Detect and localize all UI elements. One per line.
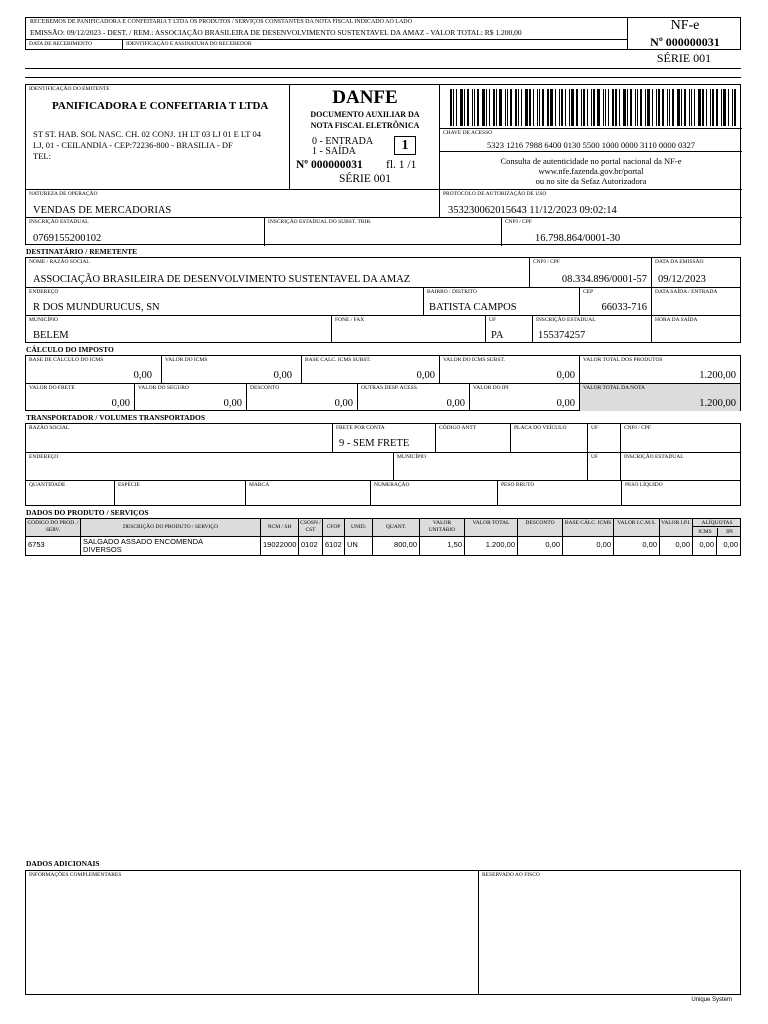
danfe-subtitle-1: DOCUMENTO AUXILIAR DA (310, 110, 420, 119)
access-key-label: CHAVE DE ACESSO (443, 130, 493, 136)
barcode-bar (658, 89, 660, 126)
barcode-bar (533, 89, 534, 126)
barcode-bar (635, 89, 636, 126)
item-cfop: 6102 (322, 537, 344, 555)
barcode-bar (630, 89, 632, 126)
products-table-header (26, 519, 740, 537)
freight-label: VALOR DO FRETE (29, 385, 75, 391)
emitter-address-line2: LJ, 01 - CEILANDIA - CEP:72236-800 - BRASILIA - DF (33, 140, 233, 150)
discount-field (246, 384, 357, 411)
recipient-city-field (26, 316, 331, 343)
consult-url[interactable]: www.nfe.fazenda.gov.br/portal (538, 166, 644, 176)
recipient-uf-label: UF (489, 317, 497, 323)
consult-text-1: Consulta de autenticidade no portal nacional da NF-e (500, 156, 682, 166)
operation-nature-value: VENDAS DE MERCADORIAS (33, 205, 172, 216)
barcode-bar (684, 89, 686, 126)
header-discount: DESCONTO (517, 519, 562, 537)
item-description-line1: SALGADO ASSADO ENCOMENDA (83, 537, 204, 546)
header-csosn: CSOSN / CST (298, 519, 322, 537)
recipient-district-field (423, 288, 579, 316)
emitter-phone: TEL: (33, 151, 51, 161)
carrier-ie-field (620, 453, 740, 481)
danfe-number: Nº 000000031 (296, 159, 363, 171)
barcode-bar (559, 89, 560, 126)
barcode-bar (460, 89, 463, 126)
barcode-bar (542, 89, 544, 126)
issue-date-label: DATA DA EMISSÃO (655, 259, 704, 265)
barcode-bar (464, 89, 465, 126)
ipi-value-label: VALOR DO IPI (473, 385, 509, 391)
barcode-bar (669, 89, 670, 126)
barcode-bar (587, 89, 588, 126)
recipient-ie-label: INSCRIÇÃO ESTADUAL (536, 317, 596, 323)
header-quantity: QUANT. (372, 519, 419, 537)
exit-date-field (651, 288, 740, 316)
icms-st-base-label: BASE CALC. ICMS SUBST. (305, 357, 371, 363)
access-key-box (439, 85, 742, 189)
barcode-bar (694, 89, 695, 126)
barcode-bar (608, 89, 609, 126)
barcode-bar (645, 89, 646, 126)
barcode-bar (702, 89, 704, 126)
item-unit: UN (344, 537, 372, 555)
barcode-bar (576, 89, 578, 126)
item-description (80, 537, 260, 555)
icms-st-base-field (301, 356, 439, 383)
recipient-row-3 (26, 315, 740, 342)
recipient-name-label: NOME / RAZÃO SOCIAL (29, 259, 90, 265)
barcode-bar (603, 89, 604, 126)
barcode-bar (591, 89, 592, 126)
icms-st-value-value: 0,00 (556, 370, 575, 381)
tax-row-2 (26, 383, 740, 410)
volume-quantity-field (26, 481, 114, 506)
invoice-total-value: 1.200,00 (699, 398, 736, 409)
barcode-bar (561, 89, 563, 126)
item-total-value: 1.200,00 (464, 537, 517, 555)
operation-nature-label: NATUREZA DE OPERAÇÃO (29, 191, 98, 197)
state-registration-value: 0769155200102 (33, 233, 102, 244)
emitter-label: IDENTIFICAÇÃO DO EMITENTE (29, 86, 110, 92)
barcode-bar (456, 89, 457, 126)
cut-line (25, 68, 741, 69)
recipient-uf-field (485, 316, 532, 343)
barcode-bar (627, 89, 628, 126)
carrier-address-field (26, 453, 393, 481)
recipient-cnpj-value: 08.334.896/0001-57 (561, 274, 647, 285)
recipient-name-value: ASSOCIAÇÃO BRASILEIRA DE DESENVOLVIMENTO SUSTENTAVEL DA AMAZ (33, 274, 411, 285)
carrier-row-1 (26, 424, 740, 452)
barcode-bar (518, 89, 519, 126)
header-description: DESCRIÇÃO DO PRODUTO / SERVIÇO (80, 519, 260, 537)
tax-authority-label: RESERVADO AO FISCO (482, 872, 540, 878)
st-registration-field (264, 218, 501, 246)
exit-time-field (651, 316, 740, 343)
exit-date-label: DATA SAÍDA / ENTRADA (655, 289, 718, 295)
item-ipi-value: 0,00 (659, 537, 692, 555)
recipient-zip-value: 66033-716 (601, 302, 647, 313)
header-icms-base: BASE CÁLC. ICMS (562, 519, 613, 537)
barcode-bar (712, 89, 714, 126)
volume-quantity-label: QUANTIDADE (29, 482, 66, 488)
barcode-bar (605, 89, 606, 126)
additional-section-title: DADOS ADICIONAIS (26, 859, 100, 868)
recipient-phone-label: FONE / FAX (335, 317, 365, 323)
danfe-page: fl. 1 /1 (386, 159, 417, 171)
header-rate-ipi: IPI (717, 528, 741, 536)
carrier-row-2 (26, 452, 740, 480)
barcode-bar (583, 89, 585, 126)
header-unit: UNID. (344, 519, 372, 537)
header-rates-group (692, 519, 740, 537)
danfe-title: DANFE (332, 87, 398, 108)
recipient-address-label: ENDEREÇO (29, 289, 59, 295)
carrier-block (25, 423, 741, 506)
item-description-line2: DIVERSOS (83, 545, 122, 554)
other-expenses-field (357, 384, 469, 411)
carrier-cnpj-label: CNPJ / CPF (624, 425, 651, 431)
carrier-name-label: RAZÃO SOCIAL (29, 425, 70, 431)
recipient-district-label: BAIRRO / DISTRITO (427, 289, 478, 295)
receipt-nfe-series: SÉRIE 001 (656, 51, 712, 65)
receipt-nfe-title: NF-e (670, 18, 700, 33)
volume-numbering-label: NUMERAÇÃO (374, 482, 410, 488)
recipient-cnpj-field (529, 258, 651, 287)
receipt-summary: EMISSÃO: 09/12/2023 - DEST. / REM.: ASSOCIAÇÃO BRASILEIRA DE DESENVOLVIMENTO SUSTENTAVEL DA AMAZ - VALOR TOTAL: R$ 1.200,00 (30, 28, 522, 37)
item-quantity: 800,00 (372, 537, 419, 555)
barcode-bar (728, 89, 729, 126)
barcode-bar (529, 89, 531, 126)
barcode-bar (547, 89, 549, 126)
barcode-bar (537, 89, 538, 126)
table-row[interactable] (26, 537, 740, 555)
registration-row (26, 217, 742, 245)
consult-text-3: ou no site da Sefaz Autorizadora (535, 176, 647, 186)
receipt-date-label: DATA DE RECEBIMENTO (29, 41, 93, 47)
carrier-uf-label: UF (591, 425, 599, 431)
insurance-field (134, 384, 246, 411)
discount-value: 0,00 (334, 398, 353, 409)
icms-st-value-label: VALOR DO ICMS SUBST. (443, 357, 505, 363)
invoice-total-field (579, 384, 740, 411)
header-total-value: VALOR TOTAL (464, 519, 517, 537)
barcode-bar (652, 89, 653, 126)
recipient-phone-field (331, 316, 485, 343)
receipt-signature-field[interactable] (123, 39, 628, 49)
item-icms-base: 0,00 (562, 537, 613, 555)
emitter-cnpj-value: 16.798.864/0001-30 (535, 233, 621, 244)
barcode-bar (489, 89, 490, 126)
tax-section-title: CÁLCULO DO IMPOSTO (26, 345, 114, 354)
danfe-exit-option: 1 - SAÍDA (312, 146, 356, 157)
access-key-field (440, 128, 742, 152)
recipient-address-field (26, 288, 423, 316)
exit-time-label: HORA DA SAÍDA (655, 317, 698, 323)
barcode-bar (521, 89, 522, 126)
volume-species-label: ESPÉCIE (118, 482, 140, 488)
nature-row (26, 189, 742, 217)
header-code: CODIGO DO PROD. / SERV. (27, 520, 79, 533)
tax-row-1 (26, 356, 740, 383)
recipient-zip-field (579, 288, 651, 316)
ipi-value-field (469, 384, 579, 411)
invoice-total-label: VALOR TOTAL DA NOTA (583, 385, 646, 391)
carrier-uf2-field (587, 453, 620, 481)
barcode-bar (647, 89, 650, 126)
authorization-protocol-field (439, 190, 742, 218)
state-registration-field (26, 218, 264, 246)
icms-value-label: VALOR DO ICMS (165, 357, 208, 363)
carrier-ie-label: INSCRIÇÃO ESTADUAL (624, 454, 684, 460)
danfe-subtitle-2: NOTA FISCAL ELETRÔNICA (310, 121, 420, 130)
icms-value-field (161, 356, 296, 383)
icms-base-field (26, 356, 156, 383)
barcode-bar (453, 89, 454, 126)
barcode-bar (467, 89, 469, 126)
barcode-bar (486, 89, 487, 126)
barcode-bar (716, 89, 718, 126)
barcode-bar (450, 89, 452, 126)
footer-system-name: Unique System (691, 997, 732, 1003)
receipt-signature-label: IDENTIFICAÇÃO E ASSINATURA DO RECEBEDOR (126, 41, 252, 47)
freight-mode-label: FRETE POR CONTA (336, 425, 385, 431)
ipi-value-value: 0,00 (556, 398, 575, 409)
item-rate-icms: 0,00 (692, 537, 716, 555)
barcode-bar (550, 89, 553, 126)
emitter-info (26, 85, 289, 189)
barcode-bar (612, 89, 614, 126)
carrier-row-3 (26, 480, 740, 505)
issue-date-value: 09/12/2023 (658, 274, 706, 285)
barcode-bar (472, 89, 473, 126)
emitter-name: PANIFICADORA E CONFEITARIA T LTDA (52, 100, 269, 112)
item-code: 6753 (28, 540, 45, 549)
recipient-block (25, 257, 741, 343)
recipient-city-value: BELEM (33, 330, 69, 341)
danfe-entry-option: 0 - ENTRADA (312, 136, 374, 147)
barcode-bar (637, 89, 638, 126)
other-expenses-value: 0,00 (446, 398, 465, 409)
freight-mode-field (332, 424, 435, 452)
operation-nature-field (26, 190, 439, 218)
receipt-date-field[interactable] (26, 39, 123, 49)
item-csosn: 0102 (298, 537, 322, 555)
carrier-cnpj-field (620, 424, 740, 452)
recipient-zip-label: CEP (583, 289, 594, 295)
discount-label: DESCONTO (250, 385, 280, 391)
vehicle-plate-field (510, 424, 587, 452)
freight-value: 0,00 (111, 398, 130, 409)
item-rate-ipi: 0,00 (716, 537, 740, 555)
issue-date-field (651, 258, 741, 287)
carrier-city-label: MUNICÍPIO (397, 454, 427, 460)
insurance-label: VALOR DO SEGURO (138, 385, 189, 391)
recipient-city-label: MUNICÍPIO (29, 317, 59, 323)
insurance-value: 0,00 (223, 398, 242, 409)
recipient-name-field (26, 258, 529, 287)
barcode-bar (615, 89, 617, 126)
barcode-image (450, 89, 738, 126)
header-rate-icms: ICMS (698, 529, 712, 535)
authorization-protocol-label: PROTOCOLO DE AUTORIZAÇÃO DE USO (443, 191, 547, 197)
receipt-main-area (26, 18, 628, 49)
antt-code-field (435, 424, 510, 452)
barcode-bar (474, 89, 475, 126)
net-weight-field (621, 481, 740, 506)
gross-weight-field (497, 481, 621, 506)
barcode-bar (656, 89, 657, 126)
header-unit-value: VALOR UNITÁRIO (419, 519, 464, 537)
danfe-series: SÉRIE 001 (338, 173, 392, 185)
barcode-bar (569, 89, 570, 126)
barcode-bar (723, 89, 726, 126)
icms-st-base-value: 0,00 (416, 370, 435, 381)
gross-weight-label: PESO BRUTO (501, 482, 535, 488)
barcode-bar (662, 89, 664, 126)
products-total-label: VALOR TOTAL DOS PRODUTOS (583, 357, 663, 363)
state-registration-label: INSCRIÇÃO ESTADUAL (29, 219, 89, 225)
emitter-address-line1: ST ST. HAB. SOL NASC. CH. 02 CONJ. 1H LT 03 LJ 01 E LT 04 (33, 129, 261, 139)
freight-mode-value: 9 - SEM FRETE (339, 438, 410, 449)
receipt-stub (25, 17, 741, 50)
barcode-bar (667, 89, 668, 126)
emitter-cnpj-field (501, 218, 742, 246)
barcode-bar (698, 89, 701, 126)
other-expenses-label: OUTRAS DESP. ACESS. (361, 385, 419, 391)
barcode-bar (555, 89, 556, 126)
carrier-section-title: TRANSPORTADOR / VOLUMES TRANSPORTADOS (26, 413, 206, 422)
icms-base-label: BASE DE CÁLCULO DO ICMS (29, 357, 104, 363)
tax-block (25, 355, 741, 411)
carrier-address-label: ENDEREÇO (29, 454, 59, 460)
volume-numbering-field (370, 481, 497, 506)
header-icms-value: VALOR I.C.M.S. (613, 519, 659, 537)
authorization-protocol-value: 353230062015643 11/12/2023 09:02:14 (448, 205, 617, 216)
barcode-bar (721, 89, 722, 126)
net-weight-label: PESO LÍQUIDO (625, 482, 663, 488)
item-discount: 0,00 (517, 537, 562, 555)
antt-code-label: CÓDIGO ANTT (439, 425, 477, 431)
icms-value-value: 0,00 (273, 370, 292, 381)
volume-brand-field (245, 481, 370, 506)
barcode-bar (672, 89, 674, 126)
products-table (25, 518, 741, 556)
barcode-bar (623, 89, 626, 126)
recipient-district-value: BATISTA CAMPOS (429, 302, 517, 313)
carrier-uf-field (587, 424, 620, 452)
recipient-ie-value: 155374257 (538, 330, 586, 341)
barcode-bar (710, 89, 711, 126)
carrier-name-field (26, 424, 332, 452)
icms-base-value: 0,00 (133, 370, 152, 381)
st-registration-label: INSCRIÇÃO ESTADUAL DO SUBST. TRIB. (268, 219, 372, 225)
barcode-bar (734, 89, 736, 126)
barcode-bar (482, 89, 485, 126)
header-rates: ALÍQUOTAS (693, 519, 741, 527)
danfe-operation-type: 1 (394, 136, 416, 155)
emitter-cnpj-label: CNPJ / CPF (505, 219, 532, 225)
barcode-bar (565, 89, 566, 126)
access-key-value: 5323 1216 7988 6400 0130 5500 1000 0000 3110 0000 0327 (487, 140, 695, 150)
barcode-bar (689, 89, 690, 126)
barcode-bar (597, 89, 600, 126)
recipient-address-value: R DOS MUNDURUCUS, SN (33, 302, 160, 313)
carrier-city-field (393, 453, 587, 481)
barcode-bar (593, 89, 595, 126)
volume-species-field (114, 481, 245, 506)
products-total-value: 1.200,00 (699, 370, 736, 381)
recipient-cnpj-label: CNPJ / CPF (533, 259, 560, 265)
complementary-info-field[interactable] (26, 871, 479, 994)
barcode-bar (571, 89, 574, 126)
item-icms-value: 0,00 (613, 537, 659, 555)
freight-field (26, 384, 134, 411)
tax-authority-field (479, 871, 740, 994)
barcode-bar (581, 89, 582, 126)
receipt-declaration: RECEBEMOS DE PANIFICADORA E CONFEITARIA T LTDA OS PRODUTOS / SERVIÇOS CONSTANTES DA NOTA FISCAL INDICADO AO LADO (30, 19, 412, 25)
header-cfop: CFOP (322, 519, 344, 537)
danfe-box (289, 85, 439, 189)
barcode-bar (505, 89, 506, 126)
barcode-bar (691, 89, 692, 126)
products-section-title: DADOS DO PRODUTO / SERVIÇOS (26, 508, 149, 517)
barcode-bar (619, 89, 620, 126)
recipient-ie-field (532, 316, 651, 343)
carrier-uf2-label: UF (591, 454, 599, 460)
barcode-bar (515, 89, 517, 126)
emitter-block-right-border (740, 84, 741, 245)
receipt-nfe-number: Nº 000000031 (650, 35, 720, 49)
barcode-bar (499, 89, 502, 126)
additional-block (25, 870, 741, 995)
volume-brand-label: MARCA (249, 482, 270, 488)
header-ipi-value: VALOR I.P.I. (659, 519, 692, 537)
barcode-bar (507, 89, 508, 126)
products-total-field (579, 356, 740, 383)
barcode-bar (677, 89, 680, 126)
header-ncm: NCM / SH (260, 519, 298, 537)
barcode-bar (510, 89, 512, 126)
barcode-bar (477, 89, 479, 126)
barcode-bar (539, 89, 540, 126)
barcode-bar (496, 89, 497, 126)
recipient-row-2 (26, 287, 740, 315)
recipient-uf-value: PA (491, 330, 504, 341)
barcode-bar (640, 89, 642, 126)
complementary-info-label: INFORMAÇÕES COMPLEMENTARES (29, 872, 122, 878)
icms-st-value-field (439, 356, 579, 383)
recipient-section-title: DESTINATÁRIO / REMETENTE (26, 247, 138, 256)
barcode-bar (706, 89, 707, 126)
barcode-bar (732, 89, 733, 126)
vehicle-plate-label: PLACA DO VEÍCULO (514, 425, 567, 431)
barcode-bar (493, 89, 495, 126)
cut-line-2 (25, 77, 741, 78)
item-unit-value: 1,50 (419, 537, 464, 555)
emitter-block (25, 84, 741, 245)
barcode-bar (525, 89, 528, 126)
barcode-bar (681, 89, 682, 126)
item-ncm: 19022000 (260, 537, 298, 555)
